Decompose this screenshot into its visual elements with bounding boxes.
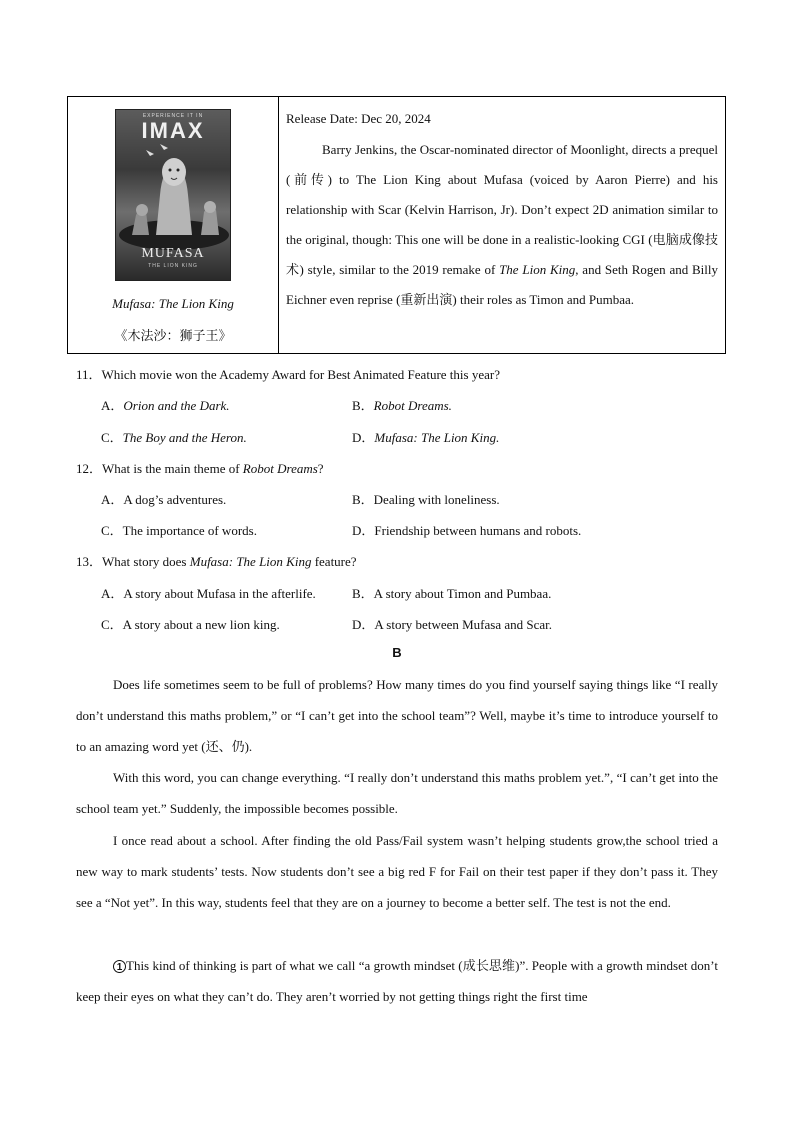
option-text: The Boy and the Heron. <box>122 430 247 445</box>
q11-option-b[interactable] <box>352 395 452 414</box>
q13-option-c[interactable] <box>101 614 280 633</box>
option-letter: B． <box>352 398 374 413</box>
q11-option-a[interactable] <box>101 395 230 414</box>
option-letter: D． <box>352 617 375 632</box>
option-letter: A． <box>101 398 124 413</box>
q13-option-d[interactable] <box>352 614 552 633</box>
option-text: Mufasa: The Lion King. <box>374 430 500 445</box>
paragraph-1: Does life sometimes seem to be full of problems? How many times do you find yourself saying things like “I really don’t understand this maths problem,” or “I can’t get into the school team”? Well, maybe it’s time to introduce yourself to to an amazing word yet (还、仍). <box>76 677 718 754</box>
question-12 <box>76 458 324 477</box>
question-stem: 12．What is the main theme of <box>76 461 243 476</box>
section-heading-b: B <box>392 645 402 660</box>
question-stem-italic: Robot Dreams <box>242 461 318 476</box>
question-stem: 11．Which movie won the Academy Award for Best Animated Feature this year? <box>76 367 500 382</box>
option-text: A dog’s adventures. <box>123 492 227 507</box>
circled-number-marker: 1 <box>113 960 126 973</box>
movie-info-table <box>67 96 726 354</box>
option-text: The importance of words. <box>122 523 257 538</box>
question-11 <box>76 364 500 383</box>
option-letter: A． <box>101 492 124 507</box>
caption-chinese: 《木法沙：狮子王》 <box>114 328 232 343</box>
paragraph-4 <box>76 950 718 1012</box>
option-letter: C． <box>101 430 123 445</box>
lion-illustration <box>116 140 231 250</box>
option-text: Orion and the Dark. <box>123 398 230 413</box>
poster-imax-logo: IMAX <box>141 118 205 143</box>
desc-italic-title: The Lion King <box>499 262 576 277</box>
paragraph-2: With this word, you can change everything. “I really don’t understand this maths problem yet.”, “I can’t get into the school team yet.” Suddenly, the impossible becomes possible. <box>76 770 718 816</box>
option-letter: D． <box>352 430 375 445</box>
desc-text-2: , and Seth Rogen and Billy Eichner even reprise (重新出演) their roles as Timon and Pumbaa. <box>286 262 719 307</box>
movie-description <box>286 135 718 315</box>
option-text: A story about Mufasa in the afterlife. <box>123 586 316 601</box>
option-letter: C． <box>101 617 123 632</box>
question-stem-end: ? <box>317 461 324 476</box>
poster-subtitle: THE LION KING <box>148 263 198 269</box>
question-13 <box>76 551 357 570</box>
description-cell <box>279 97 725 353</box>
option-letter: A． <box>101 586 124 601</box>
question-stem-italic: Mufasa: The Lion King <box>189 554 312 569</box>
q13-option-b[interactable] <box>352 583 551 602</box>
question-stem: 13．What story does <box>76 554 190 569</box>
option-text: Robot Dreams. <box>373 398 452 413</box>
q12-option-b[interactable] <box>352 489 500 508</box>
option-letter: B． <box>352 492 374 507</box>
option-text: A story about Timon and Pumbaa. <box>373 586 552 601</box>
option-letter: B． <box>352 586 374 601</box>
option-text: Friendship between humans and robots. <box>374 523 582 538</box>
q12-option-d[interactable] <box>352 520 581 539</box>
question-stem-end: feature? <box>311 554 357 569</box>
paragraph-3: I once read about a school. After finding the old Pass/Fail system wasn’t helping students grow,the school tried a new way to mark students’ tests. Now students don’t see a big red F for Fail on their test paper if they don’t pass it. They see a “Not yet”. In this way, students feel that they are on a journey to become a better self. The test is not the end. <box>76 833 718 910</box>
movie-poster <box>115 109 231 281</box>
option-text: A story about a new lion king. <box>122 617 280 632</box>
option-letter: D． <box>352 523 375 538</box>
option-letter: C． <box>101 523 123 538</box>
poster-cell <box>68 97 279 353</box>
option-text: Dealing with loneliness. <box>373 492 500 507</box>
release-date: Release Date: Dec 20, 2024 <box>286 111 431 126</box>
option-text: A story between Mufasa and Scar. <box>374 617 553 632</box>
q12-option-c[interactable] <box>101 520 257 539</box>
desc-text-1: Barry Jenkins, the Oscar-nominated director of Moonlight, directs a prequel (前传) to The Lion King about Mufasa (voiced by Aaron Pierre) and his relationship with Scar (Kelvin Harrison, Jr). Don’t expect 2D animation similar to the original, though: This one will be done in a realistic-looking CGI (电脑成像技术) style, similar to the 2019 remake of <box>286 142 718 277</box>
caption-english: Mufasa: The Lion King <box>112 296 234 311</box>
q13-option-a[interactable] <box>101 583 316 602</box>
q11-option-c[interactable] <box>101 427 247 446</box>
poster-title: MUFASA <box>141 246 205 261</box>
q11-option-d[interactable] <box>352 427 499 446</box>
paragraph-4-text: This kind of thinking is part of what we call “a growth mindset (成长思维)”. People with a growth mindset don’t keep their eyes on what they can’t do. They aren’t worried by not getting things right the first time <box>76 958 718 1004</box>
poster-tagline: EXPERIENCE IT IN <box>142 113 204 119</box>
q12-option-a[interactable] <box>101 489 226 508</box>
